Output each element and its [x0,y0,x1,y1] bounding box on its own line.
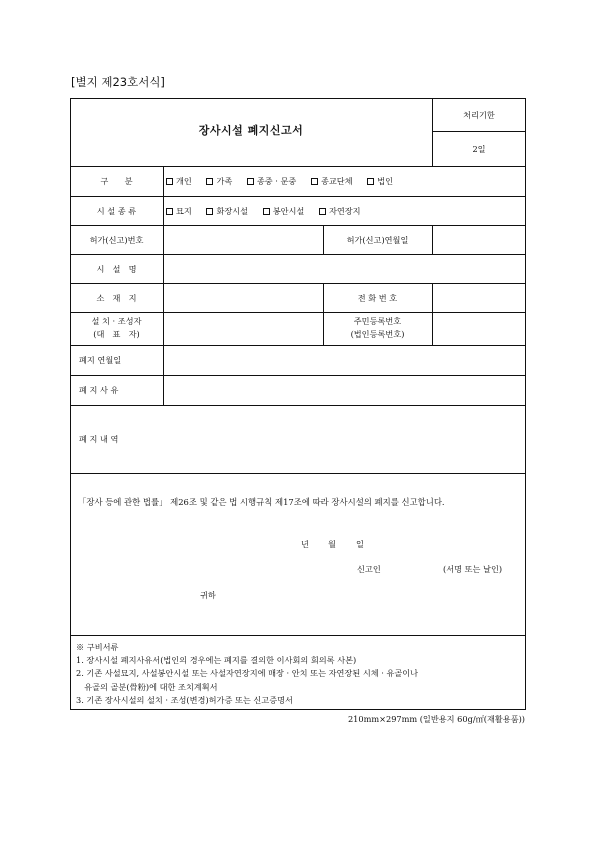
column-line [432,283,433,345]
corporate-number-label: (법인등록번호) [350,329,405,339]
form-frame [70,98,526,710]
date-day: 일 [356,539,364,549]
row-line [70,166,526,167]
checkbox[interactable] [367,178,374,185]
permit-number-label: 허가(신고)번호 [89,235,144,245]
document-item: 1. 장사시설 폐지사유서(법인의 경우에는 폐지를 결의한 이사회의 회의록 사본) [76,655,357,666]
founder-label: 설 치 · 조성자 [91,316,142,326]
checkbox[interactable] [247,178,254,185]
row-line [70,312,526,313]
row-line [70,635,526,636]
column-line [432,98,433,166]
phone-label: 전 화 번 호 [357,293,398,303]
applicant-label: 신고인 [357,564,381,574]
resident-number-label: 주민등록번호 [353,316,402,326]
deadline-value: 2일 [472,144,486,154]
row-line [70,375,526,376]
representative-label: (대 표 자) [93,329,140,339]
closure-details-label: 폐 지 내 역 [79,434,119,444]
row-line [70,225,526,226]
checkbox[interactable] [319,208,326,215]
location-label: 소 재 지 [96,293,137,303]
documents-heading: ※ 구비서류 [76,642,119,652]
deadline-divider [432,131,526,132]
row-line [70,254,526,255]
row-line [70,345,526,346]
category-option[interactable]: 가족 [206,176,232,186]
facility-type-option[interactable]: 자연장지 [319,206,361,216]
deadline-label: 처리기한 [463,110,495,120]
checkbox[interactable] [311,178,318,185]
facility-type-label: 시 설 종 류 [96,206,137,216]
category-options [166,176,405,187]
facility-type-options [166,206,361,217]
closure-reason-label: 폐 지 사 유 [79,385,119,395]
declaration-text: 「장사 등에 관한 법률」 제26조 및 같은 법 시행규칙 제17조에 따라 장사시설의 폐지를 신고합니다. [78,497,445,507]
permit-date-label: 허가(신고)연월일 [346,235,409,245]
checkbox[interactable] [166,208,173,215]
category-label: 구 분 [100,176,133,186]
checkbox[interactable] [166,178,173,185]
checkbox[interactable] [206,208,213,215]
facility-name-label: 시 설 명 [96,264,137,274]
checkbox[interactable] [263,208,270,215]
checkbox[interactable] [206,178,213,185]
form-title: 장사시설 폐지신고서 [198,124,304,137]
facility-type-option[interactable]: 묘지 [166,206,192,216]
category-option[interactable]: 종중 · 문중 [247,176,296,186]
document-item: 유골의 골분(骨粉)에 대한 조치계획서 [76,681,218,692]
column-line [432,225,433,254]
document-item: 3. 기존 장사시설의 설치 · 조성(변경)허가증 또는 신고증명서 [76,694,293,705]
form-number-label: [별지 제23호서식] [71,75,165,89]
date-month: 월 [328,539,336,549]
row-line [70,473,526,474]
facility-type-option[interactable]: 화장시설 [206,206,248,216]
row-line [70,405,526,406]
row-line [70,283,526,284]
paper-spec: 210mm×297mm (일반용지 60g/㎡(재활용품)) [347,714,525,724]
date-year: 년 [301,539,309,549]
row-line [70,196,526,197]
recipient-label: 귀하 [200,590,216,600]
column-line [163,166,164,405]
closure-date-label: 폐지 연월일 [79,355,122,365]
category-option[interactable]: 법인 [367,176,393,186]
facility-type-option[interactable]: 봉안시설 [263,206,305,216]
required-documents [76,641,418,707]
document-item: 2. 기존 사설묘지, 사설봉안시설 또는 사설자연장지에 매장 · 안치 또는 자연장된 시체 · 유골이나 [76,668,419,679]
category-option[interactable]: 개인 [166,176,192,186]
category-option[interactable]: 종교단체 [311,176,353,186]
signature-label: (서명 또는 날인) [443,564,503,574]
